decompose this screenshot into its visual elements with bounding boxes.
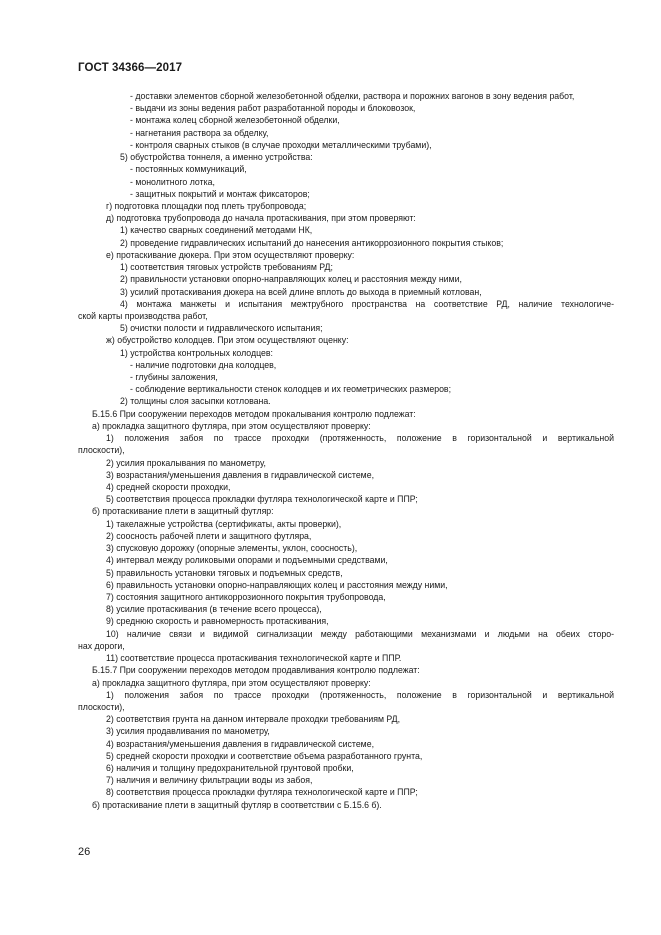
text-line: плоскости), bbox=[78, 445, 125, 456]
text-line: 1) такелажные устройства (сертификаты, акты проверки), bbox=[106, 518, 342, 529]
text-line: д) подготовка трубопровода до начала протаскивания, при этом проверяют: bbox=[106, 213, 416, 224]
text-line: г) подготовка площадки под плеть трубопровода; bbox=[106, 200, 307, 211]
text-line: 7) наличия и величину фильтрации воды из забоя, bbox=[106, 775, 313, 786]
text-line: 2) правильности установки опорно-направляющих колец и расстояния между ними, bbox=[120, 274, 462, 285]
text-line: плоскости), bbox=[78, 701, 125, 712]
text-line: 11) соответствие процесса протаскивания технологической карте и ППР. bbox=[106, 653, 402, 664]
text-line: - соблюдение вертикальности стенок колодцев и их геометрических размеров; bbox=[130, 384, 452, 395]
text-line: 1) положения забоя по трассе проходки (протяженность, положение в горизонтальной и вертикальной bbox=[106, 689, 614, 700]
text-line: 7) состояния защитного антикоррозионного покрытия трубопровода, bbox=[106, 591, 386, 602]
text-line: 6) правильность установки опорно-направляющих колец и расстояния между ними, bbox=[106, 579, 448, 590]
text-line: а) прокладка защитного футляра, при этом осуществляют проверку: bbox=[92, 677, 371, 688]
text-line: ж) обустройство колодцев. При этом осуществляют оценку: bbox=[106, 335, 349, 346]
text-line: нах дороги, bbox=[78, 640, 125, 651]
text-line: - монолитного лотка, bbox=[130, 176, 215, 187]
text-line: 1) соответствия тяговых устройств требованиям РД; bbox=[120, 262, 333, 273]
text-line: 5) средней скорости проходки и соответствие объема разработанного грунта, bbox=[106, 750, 423, 761]
text-line: е) протаскивание дюкера. При этом осуществляют проверку: bbox=[106, 249, 355, 260]
text-line: ской карты производства работ, bbox=[78, 310, 208, 321]
text-line: 2) соответствия грунта на данном интервале проходки требованиям РД, bbox=[106, 714, 401, 725]
text-line: - наличие подготовки дна колодцев, bbox=[130, 359, 277, 370]
text-line: - глубины заложения, bbox=[130, 372, 218, 383]
text-line: 5) соответствия процесса прокладки футляра технологической карте и ППР; bbox=[106, 494, 418, 505]
text-line: - выдачи из зоны ведения работ разработанной породы и блоковозок, bbox=[130, 103, 416, 114]
text-line: Б.15.6 При сооружении переходов методом прокалывания контролю подлежат: bbox=[92, 408, 416, 419]
text-line: 1) положения забоя по трассе проходки (протяженность, положение в горизонтальной и вертикальной bbox=[106, 433, 614, 444]
text-line: - контроля сварных стыков (в случае проходки металлическими трубами), bbox=[130, 139, 432, 150]
text-line: 8) усилие протаскивания (в течение всего процесса), bbox=[106, 604, 322, 615]
text-line: а) прокладка защитного футляра, при этом осуществляют проверку: bbox=[92, 420, 371, 431]
text-line: 1) устройства контрольных колодцев: bbox=[120, 347, 273, 358]
text-line: б) протаскивание плети в защитный футляр в соответствии с Б.15.6 б). bbox=[92, 799, 382, 810]
text-line: 4) интервал между роликовыми опорами и подъемными средствами, bbox=[106, 555, 388, 566]
text-line: - защитных покрытий и монтаж фиксаторов; bbox=[130, 188, 310, 199]
text-line: 4) возрастания/уменьшения давления в гидравлической системе, bbox=[106, 738, 374, 749]
text-line: Б.15.7 При сооружении переходов методом продавливания контролю подлежат: bbox=[92, 665, 420, 676]
text-line: 9) среднюю скорость и равномерность протаскивания, bbox=[106, 616, 329, 627]
text-line: - монтажа колец сборной железобетонной обделки, bbox=[130, 115, 340, 126]
text-line: 3) усилия продавливания по манометру, bbox=[106, 726, 270, 737]
text-line: 2) усилия прокалывания по манометру, bbox=[106, 457, 266, 468]
text-line: 8) соответствия процесса прокладки футляра технологической карте и ППР; bbox=[106, 787, 418, 798]
page-number: 26 bbox=[78, 846, 91, 858]
text-line: 5) обустройства тоннеля, а именно устройства: bbox=[120, 152, 313, 163]
page-header-title: ГОСТ 34366—2017 bbox=[78, 62, 183, 74]
text-line: 1) качество сварных соединений методами НК, bbox=[120, 225, 313, 236]
text-line: 4) средней скорости проходки, bbox=[106, 482, 231, 492]
text-line: - нагнетания раствора за обделку, bbox=[130, 127, 269, 138]
text-line: 2) соосность рабочей плети и защитного футляра, bbox=[106, 530, 312, 541]
text-line: - постоянных коммуникаций, bbox=[130, 164, 247, 175]
text-line: - доставки элементов сборной железобетонной обделки, раствора и порожних вагонов в зону ведения работ, bbox=[130, 91, 575, 101]
text-line: 2) толщины слоя засыпки котлована. bbox=[120, 396, 271, 407]
text-line: 6) наличия и толщину предохранительной грунтовой пробки, bbox=[106, 763, 354, 774]
text-line: 4) монтажа манжеты и испытания межтрубного пространства на соответствие РД, наличие технологиче- bbox=[120, 298, 614, 309]
document-body bbox=[78, 90, 614, 811]
text-line: 2) проведение гидравлических испытаний до нанесения антикоррозионного покрытия стыков; bbox=[120, 237, 504, 248]
text-line: 3) спусковую дорожку (опорные элементы, уклон, соосность), bbox=[106, 543, 358, 554]
text-line: 10) наличие связи и видимой сигнализации между работающими механизмами и людьми на обеих сторо- bbox=[106, 628, 614, 639]
text-line: б) протаскивание плети в защитный футляр: bbox=[92, 506, 274, 517]
text-line: 5) правильность установки тяговых и подъемных средств, bbox=[106, 567, 343, 578]
text-line: 3) усилий протаскивания дюкера на всей длине вплоть до выхода в приемный котлован, bbox=[120, 286, 482, 297]
text-line: 3) возрастания/уменьшения давления в гидравлической системе, bbox=[106, 469, 374, 480]
text-line: 5) очистки полости и гидравлического испытания; bbox=[120, 323, 323, 334]
